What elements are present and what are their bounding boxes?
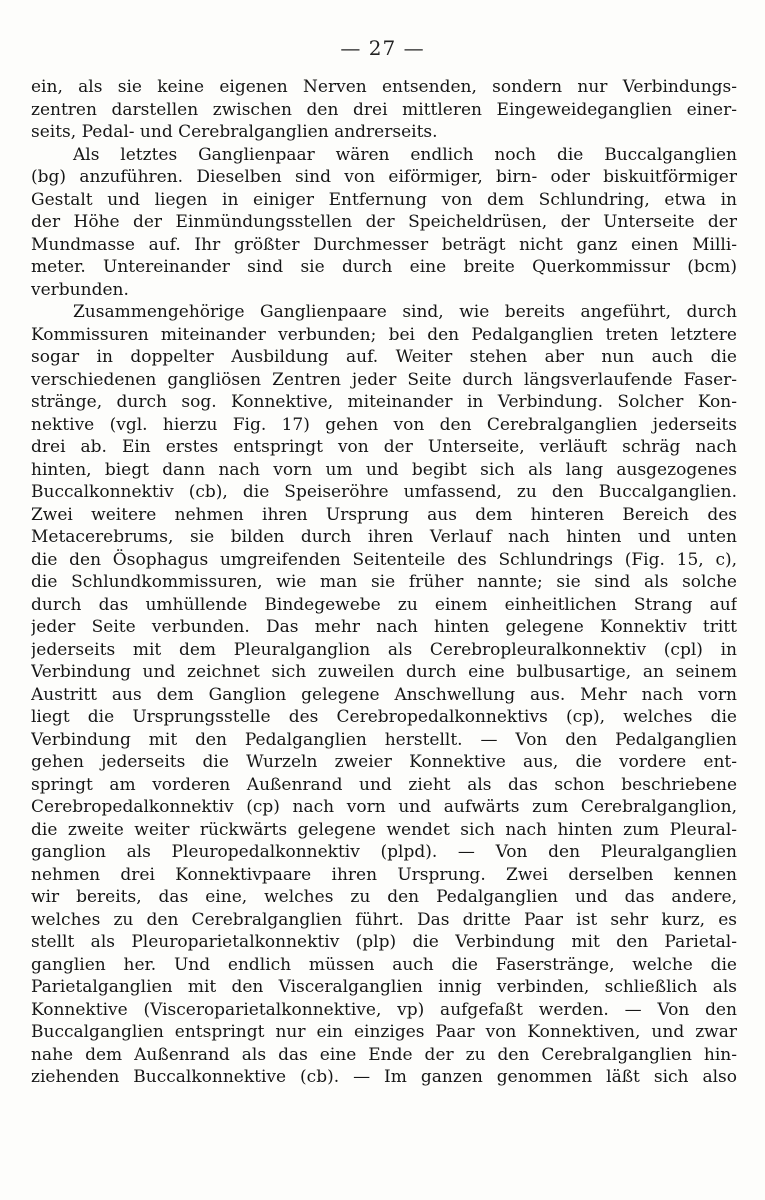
text-line: nahe dem Außenrand als das eine Ende der zu den Cerebralganglien hin- (31, 1044, 737, 1065)
text-line: Konnektive (Visceroparietalkonnektive, vp) aufgefaßt werden. — Von den (31, 999, 737, 1020)
text-line: wir bereits, das eine, welches zu den Pedalganglien und das andere, (31, 887, 737, 907)
text-line: der Höhe der Einmündungsstellen der Speicheldrüsen, der Unterseite der (31, 212, 737, 232)
text-line: (bg) anzuführen. Dieselben sind von eiförmiger, birn- oder biskuitförmiger (31, 167, 737, 187)
text-line: Parietalganglien mit den Visceralganglien innig verbinden, schließlich als (31, 977, 737, 997)
text-line: seits, Pedal- und Cerebralganglien andrerseits. (31, 122, 438, 142)
text-line: stellt als Pleuroparietalkonnektiv (plp) die Verbindung mit den Parietal- (31, 932, 737, 952)
text-line: jeder Seite verbunden. Das mehr nach hinten gelegene Konnektiv tritt (31, 617, 737, 637)
text-line: die den Ösophagus umgreifenden Seitenteile des Schlundrings (Fig. 15, c), (31, 549, 737, 570)
paragraph-1 (31, 76, 737, 144)
text-line: nektive (vgl. hierzu Fig. 17) gehen von den Cerebralganglien jederseits (31, 414, 737, 435)
text-line: verschiedenen gangliösen Zentren jeder Seite durch längsverlaufende Faser- (31, 369, 737, 390)
text-line: ein, als sie keine eigenen Nerven entsenden, sondern nur Verbindungs- (31, 77, 737, 97)
text-line: gehen jederseits die Wurzeln zweier Konnektive aus, die vordere ent- (31, 752, 737, 772)
text-line: durch das umhüllende Bindegewebe zu einem einheitlichen Strang auf (31, 594, 737, 615)
text-line: verbunden. (31, 279, 129, 300)
text-line: drei ab. Ein erstes entspringt von der Unterseite, verläuft schräg nach (31, 437, 737, 457)
text-line: meter. Untereinander sind sie durch eine breite Querkommissur (bcm) (31, 257, 737, 277)
text-line: Zusammengehörige Ganglienpaare sind, wie bereits angeführt, durch (73, 302, 737, 322)
text-line: Cerebropedalkonnektiv (cp) nach vorn und aufwärts zum Cerebralganglion, (31, 797, 737, 817)
paragraph-2 (31, 144, 737, 302)
text-line: Buccalganglien entspringt nur ein einziges Paar von Konnektiven, und zwar (31, 1022, 737, 1042)
text-line: zentren darstellen zwischen den drei mittleren Eingeweideganglien einer- (31, 99, 737, 120)
text-line: Verbindung und zeichnet sich zuweilen durch eine bulbusartige, an seinem (31, 662, 737, 682)
text-line: ganglion als Pleuropedalkonnektiv (plpd). — Von den Pleuralganglien (31, 842, 737, 862)
text-line: die zweite weiter rückwärts gelegene wendet sich nach hinten zum Pleural- (31, 819, 737, 840)
text-line: Als letztes Ganglienpaar wären endlich noch die Buccalganglien (73, 144, 737, 165)
text-line: ganglien her. Und endlich müssen auch die Faserstränge, welche die (31, 954, 737, 975)
text-line: Mundmasse auf. Ihr größter Durchmesser beträgt nicht ganz einen Milli- (31, 234, 737, 255)
text-line: liegt die Ursprungsstelle des Cerebropedalkonnektivs (cp), welches die (31, 707, 737, 727)
text-line: Austritt aus dem Ganglion gelegene Anschwellung aus. Mehr nach vorn (31, 684, 737, 705)
text-line: Metacerebrums, sie bilden durch ihren Verlauf nach hinten und unten (31, 527, 737, 547)
text-line: springt am vorderen Außenrand und zieht als das schon beschriebene (31, 774, 737, 795)
text-line: hinten, biegt dann nach vorn um und begibt sich als lang ausgezogenes (31, 459, 737, 480)
text-line: Zwei weitere nehmen ihren Ursprung aus dem hinteren Bereich des (31, 504, 737, 525)
text-line: ziehenden Buccalkonnektive (cb). — Im ganzen genommen läßt sich also (31, 1067, 737, 1087)
text-line: Kommissuren miteinander verbunden; bei den Pedalganglien treten letztere (31, 324, 737, 345)
text-line: welches zu den Cerebralganglien führt. Das dritte Paar ist sehr kurz, es (31, 909, 737, 930)
text-line: sogar in doppelter Ausbildung auf. Weiter stehen aber nun auch die (31, 347, 737, 367)
text-line: Gestalt und liegen in einiger Entfernung von dem Schlundring, etwa in (31, 189, 737, 210)
text-line: Verbindung mit den Pedalganglien herstellt. — Von den Pedalganglien (31, 729, 737, 750)
text-line: stränge, durch sog. Konnektive, miteinander in Verbindung. Solcher Kon- (31, 392, 737, 412)
body-text (31, 76, 737, 1089)
text-line: Buccalkonnektiv (cb), die Speiseröhre umfassend, zu den Buccalganglien. (31, 482, 737, 502)
text-line: die Schlundkommissuren, wie man sie früher nannte; sie sind als solche (31, 572, 737, 592)
paragraph-3 (31, 301, 737, 1089)
text-line: nehmen drei Konnektivpaare ihren Ursprung. Zwei derselben kennen (31, 864, 737, 885)
page-number: — 27 — (340, 36, 425, 60)
text-line: jederseits mit dem Pleuralganglion als Cerebropleuralkonnektiv (cpl) in (31, 639, 737, 660)
